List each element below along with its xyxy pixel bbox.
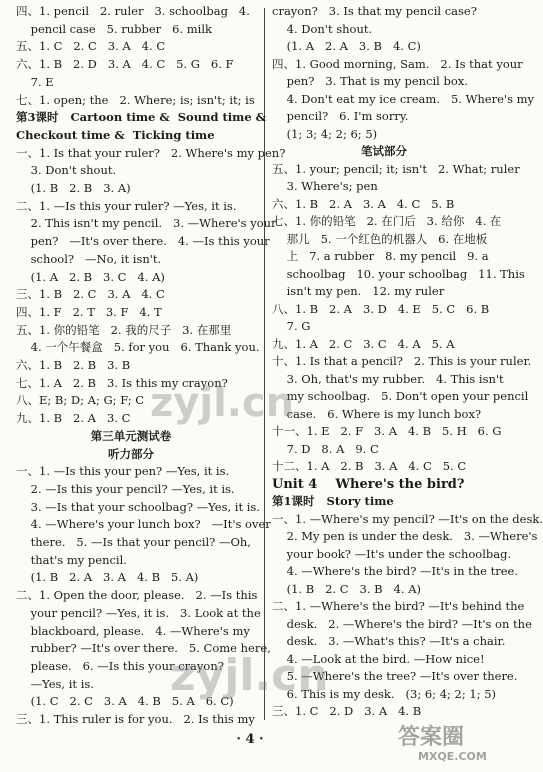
- right-column-line: 7. D 8. A 9. C: [272, 441, 379, 456]
- left-column-line: 一、1. —Is this your pen? —Yes, it is.: [16, 464, 230, 479]
- left-column-line: 7. E: [16, 74, 54, 89]
- right-column-line: Unit 4 Where's the bird?: [272, 476, 465, 492]
- right-column-line: 九、1. A 2. C 3. C 4. A 5. A: [272, 336, 455, 351]
- left-column-line: (1. A 2. B 3. C 4. A): [16, 269, 165, 284]
- right-column-line: 上 7. a rubber 8. my pencil 9. a: [272, 249, 489, 263]
- right-column-line: case. 6. Where is my lunch box?: [272, 406, 482, 421]
- right-column-line: 三、1. C 2. D 3. A 4. B: [272, 704, 422, 718]
- left-column-line: 听力部分: [108, 446, 154, 461]
- right-column-line: 4. —Look at the bird. —How nice!: [272, 651, 485, 666]
- left-column-line: your pencil? —Yes, it is. 3. Look at the: [16, 605, 261, 620]
- left-column-line: 三、1. B 2. C 3. A 4. C: [16, 287, 165, 302]
- right-column-line: 4. —Where's the bird? —It's in the tree.: [272, 564, 519, 578]
- right-column-line: 3. Oh, that's my rubber. 4. This isn't: [272, 371, 504, 386]
- right-column-line: 四、1. Good morning, Sam. 2. Is that your: [272, 56, 523, 71]
- right-column-line: 十、1. Is that a pencil? 2. This is your ruler.: [272, 354, 532, 368]
- left-column-line: 七、1. A 2. B 3. Is this my crayon?: [16, 375, 228, 390]
- right-column-line: (1. B 2. C 3. B 4. A): [272, 581, 422, 596]
- left-column-line: 五、1. C 2. C 3. A 4. C: [16, 39, 166, 54]
- left-column-line: 六、1. B 2. D 3. A 4. C 5. G 6. F: [16, 57, 234, 72]
- left-column-line: (1. B 2. B 3. A): [16, 181, 131, 195]
- left-column-line: 四、1. F 2. T 3. F 4. T: [16, 304, 162, 319]
- right-column-line: pen? 3. That is my pencil box.: [272, 74, 468, 88]
- left-column-line: Checkout time & Ticking time: [16, 127, 215, 142]
- right-column-line: desk. 2. —Where's the bird? —It's on the: [272, 616, 532, 631]
- left-column-line: 九、1. B 2. A 3. C: [16, 411, 131, 426]
- right-column-line: (1; 3; 4; 2; 6; 5): [272, 126, 378, 141]
- left-column-line: 2. This isn't my pencil. 3. —Where's your: [16, 216, 277, 231]
- left-column-line: 四、1. pencil 2. ruler 3. schoolbag 4.: [16, 4, 250, 18]
- left-column-line: 4. —Where's your lunch box? —It's over: [16, 517, 271, 532]
- watermark-logo-url: MXQE.COM: [418, 750, 487, 763]
- right-column-line: 3. Where's; pen: [272, 179, 378, 193]
- right-column-line: isn't my pen. 12. my ruler: [272, 284, 445, 298]
- right-column-line: schoolbag 10. your schoolbag 11. This: [272, 266, 525, 281]
- left-column-line: please. 6. —Is this your crayon?: [16, 658, 224, 673]
- right-column-line: pencil? 6. I'm sorry.: [272, 109, 409, 123]
- right-column-line: desk. 3. —What's this? —It's a chair.: [272, 634, 506, 648]
- left-column-line: 二、1. Open the door, please. 2. —Is this: [16, 588, 258, 603]
- left-column-line: there. 5. —Is that your pencil? —Oh,: [16, 535, 251, 549]
- left-column-line: 一、1. Is that your ruler? 2. Where's my pen?: [16, 145, 286, 160]
- left-column-line: (1. B 2. A 3. A 4. B 5. A): [16, 570, 199, 585]
- left-column-line: blackboard, please. 4. —Where's my: [16, 623, 250, 638]
- left-column-line: 第三单元测试卷: [90, 428, 172, 443]
- right-column-line: 七、1. 你的铅笔 2. 在门后 3. 给你 4. 在: [272, 214, 502, 228]
- right-column-line: 五、1. your; pencil; it; isn't 2. What; ruler: [272, 161, 520, 176]
- watermark-bottom: zyjl.cn: [170, 650, 329, 701]
- left-column-line: school? —No, it isn't.: [16, 251, 162, 266]
- left-column-line: that's my pencil.: [16, 552, 127, 567]
- right-column-line: 4. Don't eat my ice cream. 5. Where's my: [272, 91, 535, 106]
- right-column-line: 十一、1. E 2. F 3. A 4. B 5. H 6. G: [272, 424, 502, 438]
- left-column-line: 五、1. 你的铅笔 2. 我的尺子 3. 在那里: [16, 322, 232, 337]
- right-column-line: 6. This is my desk. (3; 6; 4; 2; 1; 5): [272, 686, 497, 701]
- right-column-line: 六、1. B 2. A 3. A 4. C 5. B: [272, 196, 455, 211]
- left-column-line: 3. —Is that your schoolbag? —Yes, it is.: [16, 499, 260, 514]
- right-column-line: 第1课时 Story time: [272, 494, 394, 508]
- left-column-line: 3. Don't shout.: [16, 163, 117, 178]
- right-column-line: 十二、1. A 2. B 3. A 4. C 5. C: [272, 459, 467, 473]
- page-number: · 4 ·: [236, 732, 264, 747]
- right-column-line: your book? —It's under the schoolbag.: [272, 546, 512, 561]
- left-column-line: 二、1. —Is this your ruler? —Yes, it is.: [16, 198, 237, 213]
- right-column-line: my schoolbag. 5. Don't open your pencil: [272, 389, 529, 403]
- left-column-line: 三、1. This ruler is for you. 2. Is this my: [16, 712, 255, 726]
- left-column-line: —Yes, it is.: [16, 676, 94, 691]
- right-column-line: 4. Don't shout.: [272, 21, 373, 36]
- left-column-line: 2. —Is this your pencil? —Yes, it is.: [16, 481, 235, 496]
- left-column-line: 七、1. open; the 2. Where; is; isn't; it; is: [16, 92, 255, 107]
- left-column-line: pencil case 5. rubber 6. milk: [16, 21, 212, 36]
- left-column-line: 4. 一个午餐盒 5. for you 6. Thank you.: [16, 340, 260, 355]
- right-column-line: 5. —Where's the tree? —It's over there.: [272, 669, 518, 683]
- right-column-line: 笔试部分: [361, 144, 407, 158]
- left-column-line: (1. C 2. C 3. A 4. B 5. A 6. C): [16, 694, 234, 709]
- right-column-line: crayon? 3. Is that my pencil case?: [272, 4, 477, 18]
- left-column-line: 第3课时 Cartoon time & Sound time &: [16, 110, 267, 125]
- right-column-line: 八、1. B 2. A 3. D 4. E 5. C 6. B: [272, 301, 490, 316]
- right-column-line: 那儿 5. 一个红色的机器人 6. 在地板: [272, 231, 488, 246]
- left-column-line: 八、E; B; D; A; G; F; C: [16, 393, 145, 408]
- right-column-line: 2. My pen is under the desk. 3. —Where's: [272, 529, 538, 543]
- left-column-line: rubber? —It's over there. 5. Come here,: [16, 641, 271, 656]
- left-column-line: pen? —It's over there. 4. —Is this your: [16, 234, 270, 249]
- right-column-line: 7. G: [272, 319, 311, 333]
- right-column-line: (1. A 2. A 3. B 4. C): [272, 39, 421, 53]
- watermark-center: zyjl.cn: [150, 380, 295, 426]
- watermark-logo: 答案圈: [398, 725, 465, 750]
- right-column-line: 一、1. —Where's my pencil? —It's on the desk.: [272, 511, 543, 526]
- right-column-line: 二、1. —Where's the bird? —It's behind the: [272, 599, 525, 613]
- left-column-line: 六、1. B 2. B 3. B: [16, 358, 131, 372]
